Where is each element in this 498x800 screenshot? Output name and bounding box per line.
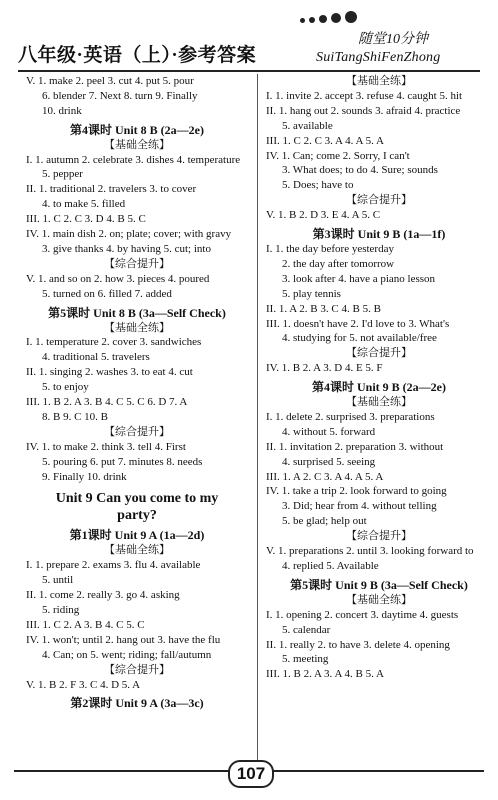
answer-line: 3. give thanks 4. by having 5. cut; into <box>42 242 211 255</box>
answer-line: 5. until <box>42 574 74 587</box>
answer-line: 5. meeting <box>282 653 329 666</box>
answer-line: I. 1. temperature 2. cover 3. sandwiches <box>26 336 202 349</box>
left-column <box>26 74 248 711</box>
answer-line: I. 1. autumn 2. celebrate 3. dishes 4. temperature <box>26 153 241 166</box>
answer-line: III. 1. A 2. C 3. A 4. A 5. A <box>266 470 384 483</box>
section-label: 【基础全练】 <box>346 75 412 87</box>
answer-line: II. 1. A 2. B 3. C 4. B 5. B <box>266 302 381 315</box>
answer-line: III. 1. C 2. C 3. A 4. A 5. A <box>266 134 384 147</box>
answer-line: 3. Did; hear from 4. without telling <box>282 500 437 513</box>
answer-line: IV. 1. to make 2. think 3. tell 4. First <box>26 440 186 453</box>
answer-line: 5. pouring 6. put 7. minutes 8. needs <box>42 455 203 468</box>
answer-line: II. 1. traditional 2. travelers 3. to cover <box>26 183 197 196</box>
answer-line: II. 1. hang out 2. sounds 3. afraid 4. practice <box>266 104 461 117</box>
section-label: 【综合提升】 <box>346 194 412 207</box>
answer-line: I. 1. delete 2. surprised 3. preparations <box>266 410 435 423</box>
answer-line: 5. calendar <box>282 623 331 636</box>
answer-line: 3. look after 4. have a piano lesson <box>282 272 436 285</box>
answer-line: 5. pepper <box>42 168 83 181</box>
answer-line: 5. turned on 6. filled 7. added <box>42 287 172 300</box>
page-header <box>0 0 498 74</box>
answer-line: IV. 1. Can; come 2. Sorry, I can't <box>266 149 410 162</box>
lesson-heading: 第4课时 Unit 9 B (2a—2e) <box>312 380 446 395</box>
page-title: 八年级·英语（上）·参考答案 <box>18 45 257 66</box>
section-label: 【基础全练】 <box>104 321 170 334</box>
answer-line: 5. available <box>282 119 333 132</box>
answer-line: 4. replied 5. Available <box>282 560 379 572</box>
decorative-dots <box>300 10 361 28</box>
answer-line: IV. 1. won't; until 2. hang out 3. have the flu <box>26 633 221 646</box>
unit-heading-line: Unit 9 Can you come to my <box>55 491 219 507</box>
answer-line: 4. without 5. forward <box>282 425 376 438</box>
answer-line: 5. Does; have to <box>282 179 354 192</box>
answer-line: III. 1. C 2. A 3. B 4. C 5. C <box>26 618 145 631</box>
brand-name-cn: 随堂10分钟 <box>358 32 428 47</box>
answer-line: I. 1. opening 2. concert 3. daytime 4. guests <box>266 608 459 621</box>
answer-line: II. 1. singing 2. washes 3. to eat 4. cut <box>26 366 193 379</box>
answer-line: 2. the day after tomorrow <box>282 257 395 270</box>
answer-line: III. 1. doesn't have 2. I'd love to 3. What's <box>266 317 450 330</box>
answer-line: 5. be glad; help out <box>282 515 367 528</box>
answer-line: I. 1. the day before yesterday <box>266 242 394 255</box>
answer-line: 10. drink <box>42 104 82 117</box>
lesson-heading: 第3课时 Unit 9 B (1a—1f) <box>312 227 446 242</box>
unit-heading-line: party? <box>117 508 157 524</box>
section-label: 【基础全练】 <box>346 396 412 409</box>
answer-line: IV. 1. B 2. A 3. D 4. E 5. F <box>266 362 383 375</box>
answer-line: II. 1. really 2. to have 3. delete 4. opening <box>266 638 450 651</box>
answer-line: 5. to enjoy <box>42 381 89 394</box>
answer-line: V. 1. make 2. peel 3. cut 4. put 5. pour <box>26 75 194 87</box>
answer-line: V. 1. B 2. F 3. C 4. D 5. A <box>26 678 141 691</box>
section-label: 【综合提升】 <box>346 530 412 543</box>
answer-line: IV. 1. take a trip 2. look forward to going <box>266 485 447 498</box>
answer-line: II. 1. invitation 2. preparation 3. without <box>266 440 444 453</box>
answer-line: 5. riding <box>42 604 80 616</box>
answer-line: 8. B 9. C 10. B <box>42 410 109 423</box>
lesson-heading: 第1课时 Unit 9 A (1a—2d) <box>69 528 205 543</box>
answer-line: IV. 1. main dish 2. on; plate; cover; with gravy <box>26 228 232 241</box>
unit-heading <box>26 490 248 524</box>
page-number: 107 <box>228 760 274 788</box>
answer-line: 4. Can; on 5. went; riding; fall/autumn <box>42 648 212 661</box>
answer-line: 4. traditional 5. travelers <box>42 351 150 364</box>
answer-line: V. 1. B 2. D 3. E 4. A 5. C <box>266 209 381 222</box>
answer-line: III. 1. C 2. C 3. D 4. B 5. C <box>26 213 146 226</box>
answer-line: I. 1. invite 2. accept 3. refuse 4. caught 5. hit <box>266 89 463 102</box>
answer-line: V. 1. preparations 2. until 3. looking forward to <box>266 545 474 558</box>
answer-line: 3. What does; to do 4. Sure; sounds <box>282 164 438 177</box>
answer-line: 6. blender 7. Next 8. turn 9. Finally <box>42 89 198 102</box>
answer-line: V. 1. and so on 2. how 3. pieces 4. poured <box>26 272 210 285</box>
right-column <box>266 74 492 682</box>
answer-line: 4. surprised 5. seeing <box>282 455 376 468</box>
lesson-heading: 第4课时 Unit 8 B (2a—2e) <box>70 122 204 137</box>
answer-line: 4. studying for 5. not available/free <box>282 332 437 345</box>
section-label: 【综合提升】 <box>104 663 170 676</box>
answer-line: 9. Finally 10. drink <box>42 470 127 483</box>
answer-line: 5. play tennis <box>282 287 341 300</box>
section-label: 【综合提升】 <box>104 425 170 438</box>
lesson-heading: 第5课时 Unit 9 B (3a—Self Check) <box>290 577 468 592</box>
lesson-heading: 第2课时 Unit 9 A (3a—3c) <box>70 696 204 711</box>
section-label: 【综合提升】 <box>346 347 412 360</box>
column-divider <box>257 74 258 764</box>
answer-line: III. 1. B 2. A 3. B 4. C 5. C 6. D 7. A <box>26 396 188 409</box>
section-label: 【综合提升】 <box>104 257 170 270</box>
header-rule <box>18 70 480 72</box>
section-label: 【基础全练】 <box>346 593 412 606</box>
answer-line: III. 1. B 2. A 3. A 4. B 5. A <box>266 668 384 681</box>
answer-line: I. 1. prepare 2. exams 3. flu 4. available <box>26 559 201 572</box>
brand-name-en: SuiTangShiFenZhong <box>316 50 441 65</box>
section-label: 【基础全练】 <box>104 138 170 151</box>
section-label: 【基础全练】 <box>104 544 170 557</box>
lesson-heading: 第5课时 Unit 8 B (3a—Self Check) <box>48 305 226 320</box>
answer-line: 4. to make 5. filled <box>42 198 126 211</box>
answer-line: II. 1. come 2. really 3. go 4. asking <box>26 589 180 602</box>
